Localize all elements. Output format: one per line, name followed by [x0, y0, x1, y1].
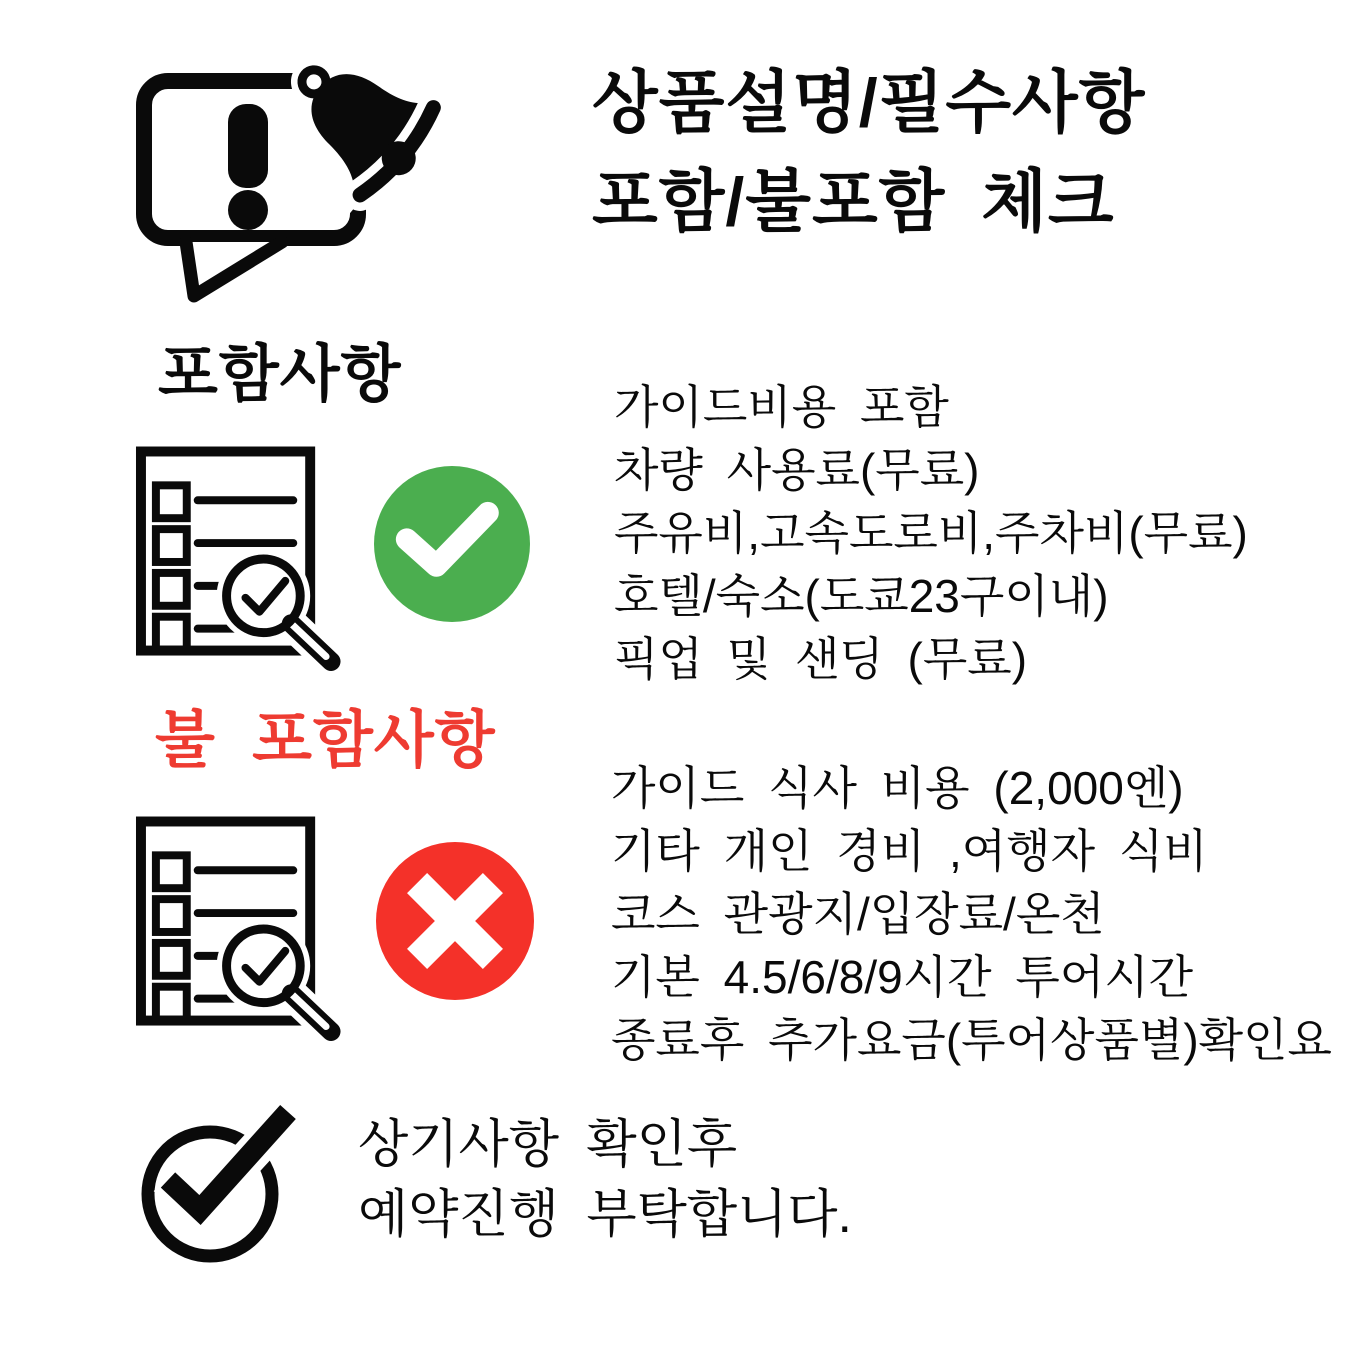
list-item: 가이드비용 포함	[614, 381, 949, 433]
footer-note	[358, 1110, 852, 1250]
red-cross-circle-icon	[376, 842, 534, 1000]
list-item: 차량 사용료(무료)	[614, 444, 980, 496]
included-heading: 포함사항	[158, 340, 402, 409]
list-item: 기본 4.5/6/8/9시간 투어시간	[611, 951, 1194, 1003]
footer-line-2: 예약진행 부탁합니다.	[358, 1186, 852, 1244]
list-item: 픽업 및 샌딩 (무료)	[614, 633, 1028, 685]
list-item: 가이드 식사 비용 (2,000엔)	[611, 762, 1184, 814]
excluded-list	[611, 757, 1332, 1072]
included-list	[614, 376, 1248, 691]
list-item: 주유비,고속도로비,주차비(무료)	[614, 507, 1248, 559]
confirm-check-icon	[126, 1106, 316, 1286]
alert-bell-icon	[136, 26, 466, 316]
list-item: 호텔/숙소(도쿄23구이내)	[614, 570, 1109, 622]
page-title	[592, 54, 1145, 252]
checklist-magnifier-icon	[134, 814, 348, 1040]
excluded-heading: 불 포함사항	[155, 706, 496, 775]
title-line-1: 상품설명/필수사항	[592, 65, 1146, 141]
list-item: 기타 개인 경비 ,여행자 식비	[611, 825, 1208, 877]
footer-line-1: 상기사항 확인후	[358, 1116, 738, 1174]
list-item: 종료후 추가요금(투어상품별)확인요	[611, 1014, 1332, 1066]
green-check-circle-icon	[374, 466, 530, 622]
list-item: 코스 관광지/입장료/온천	[611, 888, 1105, 940]
checklist-magnifier-icon	[134, 444, 348, 670]
title-line-2: 포함/불포함 체크	[592, 164, 1115, 240]
